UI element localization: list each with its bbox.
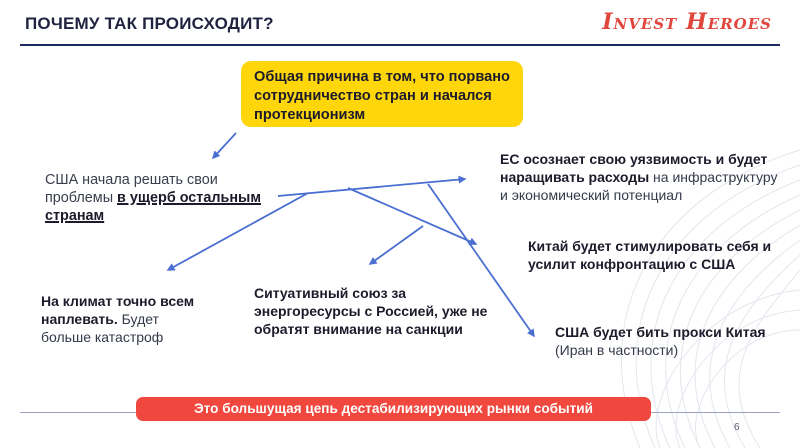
node-proxy [555,323,785,359]
node-usa-text: США начала решать свои проблемы [45,172,218,206]
page-number: 6 [734,422,740,433]
node-china: Китай будет стимулировать себя и усилит конфронтацию с США [528,238,772,272]
node-eu-bold: ЕС осознает свою уязвимость и будет наращивать расходы [500,151,768,185]
arrow-to-russia [370,226,423,264]
node-russia: Ситуативный союз за энергоресурсы с Россией, уже не обратят внимание на санкции [254,285,488,337]
node-usa-problems [45,171,280,225]
arrow-to-usa [213,133,236,158]
node-eu [500,150,780,204]
node-climate-text: Будет больше катастроф [41,311,164,345]
brand-logo: Invest Heroes [602,9,772,35]
node-climate [41,292,201,346]
main-cause-box: Общая причина в том, что порвано сотрудничество стран и начался протекционизм [241,61,523,127]
node-usa-underlined: в ущерб остальным странам [45,190,261,224]
node-eu-text: на инфраструктуру и экономический потенциал [500,169,778,203]
node-proxy-bold: США будет бить прокси Китая [555,324,766,340]
node-proxy-text: (Иран в частности) [555,342,679,358]
page-title: ПОЧЕМУ ТАК ПРОИСХОДИТ? [25,14,274,33]
conclusion-banner: Это большущая цепь дестабилизирующих рынки событий [136,397,651,421]
node-climate-bold: На климат точно всем наплевать. [41,293,195,327]
arrow-to-china [348,188,476,244]
